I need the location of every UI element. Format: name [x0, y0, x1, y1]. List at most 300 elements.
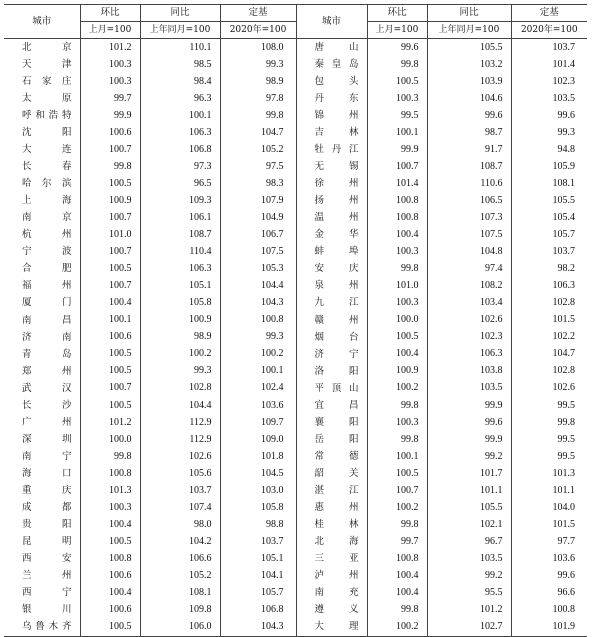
table-row [4, 107, 587, 124]
table-row [4, 56, 587, 73]
city-name-left: 厦门 [22, 297, 72, 309]
fixed-header-left: 定基 [220, 5, 296, 22]
yoy-value-right: 95.5 [427, 585, 511, 602]
fixed-subheader-left: 2020年=100 [220, 22, 296, 39]
mom-value-left: 100.3 [80, 73, 140, 90]
fixed-value-left: 108.0 [220, 39, 296, 57]
mom-value-left: 100.4 [80, 585, 140, 602]
city-name-left: 广州 [22, 416, 72, 428]
table-row [4, 227, 587, 244]
city-name-right: 遵义 [296, 602, 367, 619]
yoy-value-right: 99.6 [427, 107, 511, 124]
yoy-value-right: 103.9 [427, 73, 511, 90]
mom-value-right: 101.4 [367, 175, 427, 192]
city-header-left: 城市 [4, 5, 80, 39]
yoy-value-right: 102.1 [427, 516, 511, 533]
city-name-right: 湛江 [296, 482, 367, 499]
city-name-left: 郑州 [22, 365, 72, 377]
yoy-value-right: 108.2 [427, 278, 511, 295]
fixed-value-left: 103.6 [220, 397, 296, 414]
table-row [4, 567, 587, 584]
yoy-value-right: 98.7 [427, 124, 511, 141]
city-name-left: 乌鲁木齐 [22, 621, 72, 633]
mom-value-left: 100.4 [80, 295, 140, 312]
city-name-right: 安庆 [296, 261, 367, 278]
yoy-header-right: 同比 [427, 5, 511, 22]
mom-value-left: 100.7 [80, 380, 140, 397]
table-row [4, 278, 587, 295]
yoy-value-right: 103.4 [427, 295, 511, 312]
fixed-value-left: 100.2 [220, 346, 296, 363]
mom-subheader-left: 上月=100 [80, 22, 140, 39]
fixed-value-right: 104.7 [511, 346, 587, 363]
table-row [4, 499, 587, 516]
table-row [4, 482, 587, 499]
fixed-value-left: 106.8 [220, 602, 296, 619]
city-name-left: 海口 [22, 467, 72, 479]
city-name-right: 南充 [296, 585, 367, 602]
table-row [4, 90, 587, 107]
yoy-subheader-right: 上年同月=100 [427, 22, 511, 39]
fixed-value-left: 109.7 [220, 414, 296, 431]
mom-value-right: 100.4 [367, 346, 427, 363]
fixed-value-right: 99.5 [511, 431, 587, 448]
yoy-value-right: 104.6 [427, 90, 511, 107]
mom-value-left: 101.3 [80, 482, 140, 499]
price-index-table [4, 4, 587, 637]
yoy-value-right: 101.2 [427, 602, 511, 619]
mom-value-left: 99.7 [80, 90, 140, 107]
mom-value-right: 100.5 [367, 73, 427, 90]
fixed-value-right: 96.6 [511, 585, 587, 602]
city-name-right: 泉州 [296, 278, 367, 295]
mom-value-right: 100.2 [367, 499, 427, 516]
table-row [4, 209, 587, 226]
mom-value-right: 101.0 [367, 278, 427, 295]
city-name-right: 丹东 [296, 90, 367, 107]
mom-value-right: 99.8 [367, 261, 427, 278]
city-name-right: 包头 [296, 73, 367, 90]
city-name-right: 唐山 [296, 39, 367, 57]
yoy-value-left: 112.9 [140, 414, 220, 431]
city-name-left: 兰州 [22, 570, 72, 582]
yoy-value-right: 106.3 [427, 346, 511, 363]
city-name-left: 西安 [22, 553, 72, 565]
yoy-value-left: 110.4 [140, 244, 220, 261]
fixed-value-left: 106.7 [220, 227, 296, 244]
mom-value-left: 100.1 [80, 312, 140, 329]
city-name-right: 泸州 [296, 567, 367, 584]
fixed-value-right: 99.6 [511, 567, 587, 584]
yoy-value-left: 106.8 [140, 141, 220, 158]
fixed-value-left: 105.2 [220, 141, 296, 158]
fixed-value-left: 100.1 [220, 363, 296, 380]
mom-value-left: 101.2 [80, 414, 140, 431]
mom-value-right: 99.8 [367, 602, 427, 619]
city-name-left: 银川 [22, 604, 72, 616]
yoy-value-right: 110.6 [427, 175, 511, 192]
city-name-right: 扬州 [296, 192, 367, 209]
city-name-left: 杭州 [22, 229, 72, 241]
yoy-value-right: 103.2 [427, 56, 511, 73]
mom-value-right: 99.8 [367, 397, 427, 414]
mom-value-left: 100.5 [80, 346, 140, 363]
yoy-value-left: 104.4 [140, 397, 220, 414]
city-name-right: 宜昌 [296, 397, 367, 414]
mom-value-right: 99.6 [367, 39, 427, 57]
city-name-left: 南宁 [22, 450, 72, 462]
mom-value-left: 100.8 [80, 465, 140, 482]
city-name-left: 太原 [22, 92, 72, 104]
fixed-value-left: 98.3 [220, 175, 296, 192]
mom-value-right: 100.2 [367, 380, 427, 397]
yoy-value-right: 107.3 [427, 209, 511, 226]
fixed-value-left: 104.7 [220, 124, 296, 141]
fixed-value-right: 101.1 [511, 482, 587, 499]
mom-value-left: 100.7 [80, 244, 140, 261]
fixed-value-left: 97.5 [220, 158, 296, 175]
mom-value-left: 100.0 [80, 431, 140, 448]
fixed-value-right: 106.3 [511, 278, 587, 295]
city-name-left: 南昌 [22, 314, 72, 326]
table-row [4, 39, 587, 57]
mom-value-left: 101.2 [80, 39, 140, 57]
fixed-value-left: 98.8 [220, 516, 296, 533]
fixed-value-right: 103.7 [511, 244, 587, 261]
yoy-value-right: 99.2 [427, 567, 511, 584]
fixed-value-left: 104.9 [220, 209, 296, 226]
fixed-value-left: 103.7 [220, 533, 296, 550]
yoy-value-right: 99.6 [427, 414, 511, 431]
mom-value-left: 100.5 [80, 261, 140, 278]
fixed-value-right: 103.7 [511, 39, 587, 57]
yoy-value-left: 100.2 [140, 346, 220, 363]
fixed-value-left: 99.3 [220, 56, 296, 73]
yoy-value-left: 100.1 [140, 107, 220, 124]
table-row [4, 295, 587, 312]
mom-value-right: 100.4 [367, 567, 427, 584]
yoy-value-right: 102.7 [427, 619, 511, 637]
fixed-value-left: 100.8 [220, 312, 296, 329]
city-name-right: 桂林 [296, 516, 367, 533]
mom-value-left: 100.3 [80, 56, 140, 73]
table-row [4, 465, 587, 482]
table-row [4, 346, 587, 363]
city-name-left: 哈尔滨 [22, 178, 72, 190]
city-name-right: 洛阳 [296, 363, 367, 380]
fixed-value-right: 94.8 [511, 141, 587, 158]
city-name-right: 蚌埠 [296, 244, 367, 261]
yoy-value-left: 105.2 [140, 567, 220, 584]
table-row [4, 73, 587, 90]
table-row [4, 312, 587, 329]
city-name-left: 大连 [22, 144, 72, 156]
city-name-left: 天津 [22, 58, 72, 70]
yoy-value-left: 100.9 [140, 312, 220, 329]
yoy-value-right: 99.9 [427, 431, 511, 448]
mom-value-left: 99.8 [80, 448, 140, 465]
yoy-value-left: 106.3 [140, 124, 220, 141]
mom-value-right: 100.3 [367, 90, 427, 107]
mom-value-right: 100.2 [367, 619, 427, 637]
city-name-left: 重庆 [22, 484, 72, 496]
mom-value-left: 100.8 [80, 550, 140, 567]
fixed-value-right: 102.2 [511, 329, 587, 346]
mom-value-right: 100.0 [367, 312, 427, 329]
yoy-value-right: 102.3 [427, 329, 511, 346]
city-name-left: 武汉 [22, 382, 72, 394]
table-row [4, 363, 587, 380]
yoy-value-left: 106.1 [140, 209, 220, 226]
mom-value-left: 99.9 [80, 107, 140, 124]
mom-value-left: 100.5 [80, 175, 140, 192]
yoy-value-right: 103.5 [427, 380, 511, 397]
yoy-value-left: 99.3 [140, 363, 220, 380]
yoy-value-right: 107.5 [427, 227, 511, 244]
fixed-value-right: 99.5 [511, 448, 587, 465]
yoy-value-left: 102.6 [140, 448, 220, 465]
city-name-left: 上海 [22, 195, 72, 207]
yoy-subheader-left: 上年同月=100 [140, 22, 220, 39]
yoy-value-left: 106.3 [140, 261, 220, 278]
mom-value-right: 100.8 [367, 209, 427, 226]
city-name-right: 吉林 [296, 124, 367, 141]
city-name-left: 合肥 [22, 263, 72, 275]
mom-value-left: 100.6 [80, 329, 140, 346]
fixed-value-left: 105.7 [220, 585, 296, 602]
city-name-left: 济南 [22, 331, 72, 343]
city-name-right: 襄阳 [296, 414, 367, 431]
yoy-value-left: 112.9 [140, 431, 220, 448]
mom-value-left: 100.5 [80, 363, 140, 380]
city-name-right: 惠州 [296, 499, 367, 516]
mom-value-right: 99.7 [367, 533, 427, 550]
yoy-value-right: 103.5 [427, 550, 511, 567]
fixed-value-right: 101.4 [511, 56, 587, 73]
table-body [4, 39, 587, 637]
city-name-left: 长春 [22, 161, 72, 173]
fixed-value-right: 101.5 [511, 516, 587, 533]
fixed-subheader-right: 2020年=100 [511, 22, 587, 39]
yoy-value-left: 108.1 [140, 585, 220, 602]
yoy-value-right: 99.2 [427, 448, 511, 465]
fixed-value-left: 104.4 [220, 278, 296, 295]
mom-value-left: 100.5 [80, 533, 140, 550]
mom-value-right: 99.8 [367, 516, 427, 533]
table-row [4, 244, 587, 261]
yoy-value-left: 98.5 [140, 56, 220, 73]
mom-header-right: 环比 [367, 5, 427, 22]
table-row [4, 329, 587, 346]
fixed-value-left: 101.8 [220, 448, 296, 465]
mom-value-left: 100.7 [80, 278, 140, 295]
fixed-value-right: 105.5 [511, 192, 587, 209]
fixed-value-right: 102.6 [511, 380, 587, 397]
city-name-right: 济宁 [296, 346, 367, 363]
city-name-right: 烟台 [296, 329, 367, 346]
mom-value-left: 100.7 [80, 209, 140, 226]
mom-value-right: 100.7 [367, 158, 427, 175]
city-name-right: 牡丹江 [296, 141, 367, 158]
mom-value-right: 100.9 [367, 363, 427, 380]
yoy-value-right: 104.8 [427, 244, 511, 261]
fixed-value-right: 101.9 [511, 619, 587, 637]
city-name-right: 韶关 [296, 465, 367, 482]
fixed-value-left: 104.3 [220, 295, 296, 312]
mom-value-left: 100.4 [80, 516, 140, 533]
city-header-right: 城市 [296, 5, 367, 39]
city-name-left: 南京 [22, 212, 72, 224]
yoy-value-right: 105.5 [427, 499, 511, 516]
yoy-value-right: 102.6 [427, 312, 511, 329]
fixed-value-left: 99.8 [220, 107, 296, 124]
city-name-left: 西宁 [22, 587, 72, 599]
city-name-right: 大理 [296, 619, 367, 637]
mom-value-left: 100.5 [80, 619, 140, 637]
yoy-value-left: 110.1 [140, 39, 220, 57]
mom-value-right: 99.8 [367, 56, 427, 73]
mom-header-left: 环比 [80, 5, 140, 22]
yoy-value-right: 96.7 [427, 533, 511, 550]
mom-value-right: 100.5 [367, 465, 427, 482]
yoy-value-left: 105.8 [140, 295, 220, 312]
city-name-right: 徐州 [296, 175, 367, 192]
fixed-value-left: 102.4 [220, 380, 296, 397]
yoy-value-left: 109.8 [140, 602, 220, 619]
yoy-value-left: 98.9 [140, 329, 220, 346]
yoy-value-left: 105.6 [140, 465, 220, 482]
fixed-value-right: 102.8 [511, 363, 587, 380]
city-name-left: 贵阳 [22, 519, 72, 531]
city-name-right: 温州 [296, 209, 367, 226]
mom-value-right: 99.9 [367, 141, 427, 158]
table-row [4, 141, 587, 158]
table-row [4, 585, 587, 602]
city-name-right: 九江 [296, 295, 367, 312]
yoy-header-left: 同比 [140, 5, 220, 22]
mom-value-right: 100.8 [367, 550, 427, 567]
fixed-value-left: 104.3 [220, 619, 296, 637]
city-name-left: 成都 [22, 502, 72, 514]
mom-value-right: 100.4 [367, 227, 427, 244]
fixed-value-left: 104.5 [220, 465, 296, 482]
table-row [4, 158, 587, 175]
fixed-value-left: 107.5 [220, 244, 296, 261]
city-name-right: 金华 [296, 227, 367, 244]
city-name-left: 长沙 [22, 399, 72, 411]
table-row [4, 602, 587, 619]
fixed-value-right: 99.3 [511, 124, 587, 141]
yoy-value-left: 104.2 [140, 533, 220, 550]
mom-value-right: 100.4 [367, 585, 427, 602]
city-name-right: 秦皇岛 [296, 56, 367, 73]
price-index-table-container [4, 4, 587, 637]
fixed-value-left: 109.0 [220, 431, 296, 448]
yoy-value-left: 96.3 [140, 90, 220, 107]
city-name-left: 昆明 [22, 536, 72, 548]
mom-value-left: 101.0 [80, 227, 140, 244]
city-name-left: 沈阳 [22, 127, 72, 138]
fixed-value-left: 103.0 [220, 482, 296, 499]
yoy-value-right: 99.9 [427, 397, 511, 414]
mom-value-left: 100.9 [80, 192, 140, 209]
city-name-right: 三亚 [296, 550, 367, 567]
yoy-value-left: 108.7 [140, 227, 220, 244]
fixed-value-right: 105.4 [511, 209, 587, 226]
mom-value-right: 99.5 [367, 107, 427, 124]
fixed-value-right: 97.7 [511, 533, 587, 550]
table-row [4, 414, 587, 431]
yoy-value-right: 108.7 [427, 158, 511, 175]
mom-value-right: 100.3 [367, 244, 427, 261]
fixed-value-right: 105.7 [511, 227, 587, 244]
yoy-value-right: 105.5 [427, 39, 511, 57]
city-name-right: 锦州 [296, 107, 367, 124]
city-name-left: 宁波 [22, 246, 72, 258]
fixed-value-left: 98.9 [220, 73, 296, 90]
yoy-value-right: 101.1 [427, 482, 511, 499]
mom-value-right: 100.5 [367, 329, 427, 346]
mom-value-left: 100.6 [80, 124, 140, 141]
mom-value-right: 100.7 [367, 482, 427, 499]
mom-value-right: 100.1 [367, 448, 427, 465]
mom-value-right: 99.8 [367, 431, 427, 448]
fixed-value-left: 105.8 [220, 499, 296, 516]
yoy-value-right: 101.7 [427, 465, 511, 482]
city-name-left: 福州 [22, 280, 72, 292]
city-name-left: 青岛 [22, 348, 72, 360]
yoy-value-right: 97.4 [427, 261, 511, 278]
table-row [4, 619, 587, 637]
fixed-value-right: 108.1 [511, 175, 587, 192]
table-row [4, 533, 587, 550]
yoy-value-left: 102.8 [140, 380, 220, 397]
fixed-value-right: 99.6 [511, 107, 587, 124]
mom-value-right: 100.3 [367, 295, 427, 312]
yoy-value-right: 91.7 [427, 141, 511, 158]
fixed-value-left: 107.9 [220, 192, 296, 209]
fixed-value-left: 104.1 [220, 567, 296, 584]
city-name-right: 岳阳 [296, 431, 367, 448]
table-row [4, 261, 587, 278]
yoy-value-left: 109.3 [140, 192, 220, 209]
mom-value-left: 100.3 [80, 499, 140, 516]
yoy-value-left: 98.4 [140, 73, 220, 90]
table-row [4, 516, 587, 533]
city-name-left: 石家庄 [22, 75, 72, 87]
fixed-value-right: 102.8 [511, 295, 587, 312]
mom-value-right: 100.1 [367, 124, 427, 141]
table-row [4, 380, 587, 397]
fixed-value-right: 105.9 [511, 158, 587, 175]
city-name-right: 平顶山 [296, 380, 367, 397]
fixed-value-right: 103.6 [511, 550, 587, 567]
mom-value-left: 100.5 [80, 397, 140, 414]
city-name-right: 赣州 [296, 312, 367, 329]
fixed-value-right: 99.5 [511, 397, 587, 414]
mom-value-left: 100.6 [80, 602, 140, 619]
table-row [4, 124, 587, 141]
mom-value-left: 100.7 [80, 141, 140, 158]
fixed-value-right: 101.5 [511, 312, 587, 329]
table-header [4, 5, 587, 39]
yoy-value-left: 106.0 [140, 619, 220, 637]
yoy-value-left: 96.5 [140, 175, 220, 192]
mom-value-left: 99.8 [80, 158, 140, 175]
fixed-value-left: 105.3 [220, 261, 296, 278]
yoy-value-right: 106.5 [427, 192, 511, 209]
yoy-value-right: 103.8 [427, 363, 511, 380]
